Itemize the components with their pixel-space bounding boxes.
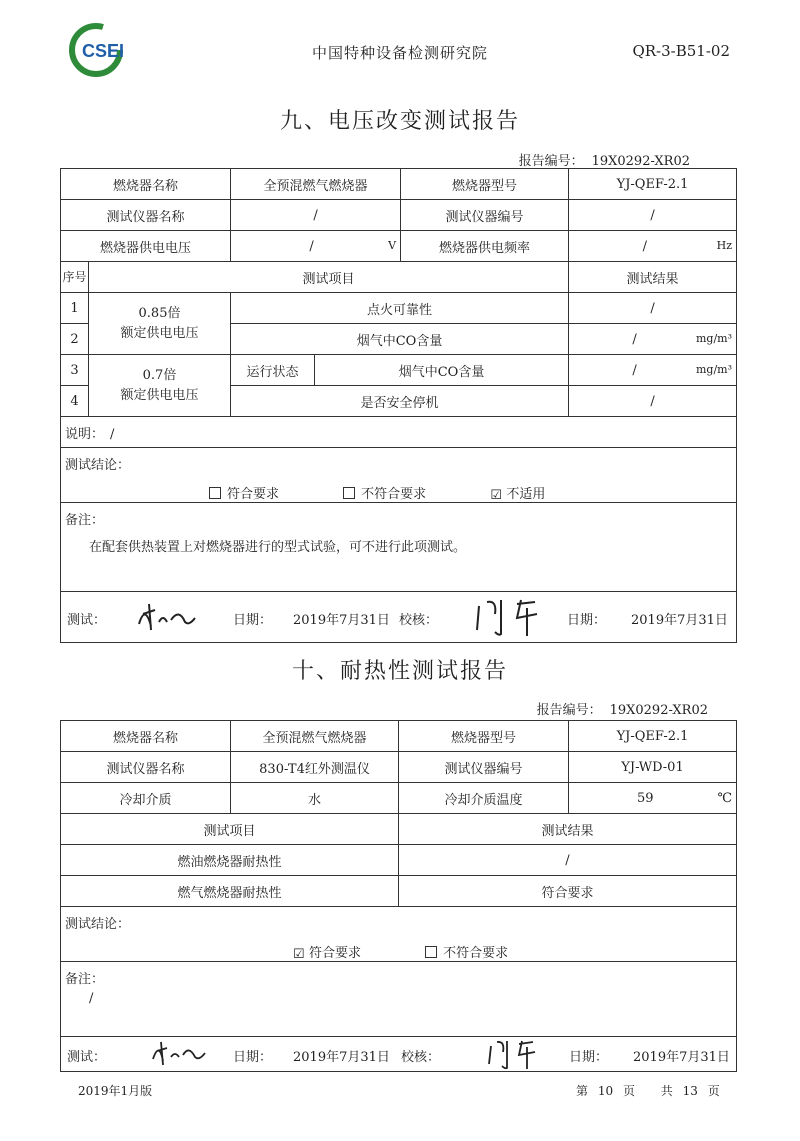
row-item: 燃气燃烧器耐热性 — [61, 876, 399, 907]
row-item: 是否安全停机 — [231, 386, 569, 417]
tester-signature-icon — [133, 600, 203, 640]
row-no: 2 — [61, 324, 89, 355]
row-result: / — [399, 845, 737, 876]
seq-header: 序号 — [61, 262, 89, 293]
instrument-name-label: 测试仪器名称 — [61, 752, 231, 783]
instrument-no-label: 测试仪器编号 — [401, 200, 569, 231]
checked-box-icon: ☑ — [490, 488, 502, 503]
signature-row: 测试： 日期： 2019年7月31日 校核： 日期： 2019年7月31日 — [61, 1037, 737, 1072]
supply-voltage-label: 燃烧器供电电压 — [61, 231, 231, 262]
organization-name: 中国特种设备检测研究院 — [311, 44, 488, 62]
item-header: 测试项目 — [61, 814, 399, 845]
note-row: 说明： / — [61, 417, 737, 448]
burner-model-label: 燃烧器型号 — [401, 169, 569, 200]
burner-name-value: 全预混燃气燃烧器 — [231, 721, 399, 752]
row-result: / — [569, 386, 737, 417]
row-item: 烟气中CO含量 — [315, 355, 569, 386]
heat-report-number: 报告编号： 19X0292-XR02 — [536, 703, 708, 718]
checked-box-icon: ☑ — [293, 947, 305, 962]
coolant-value: 水 — [231, 783, 399, 814]
heat-report-table — [60, 720, 737, 1072]
group-085: 0.85倍 额定供电电压 — [89, 293, 231, 355]
checkbox-icon — [425, 946, 437, 958]
remark-row: 备注： 在配套供热装置上对燃烧器进行的型式试验，可不进行此项测试。 — [61, 503, 737, 592]
checker-signature-icon — [485, 1038, 541, 1072]
row-no: 4 — [61, 386, 89, 417]
burner-name-value: 全预混燃气燃烧器 — [231, 169, 401, 200]
burner-name-label: 燃烧器名称 — [61, 169, 231, 200]
result-header: 测试结果 — [569, 262, 737, 293]
instrument-name-label: 测试仪器名称 — [61, 200, 231, 231]
instrument-no-label: 测试仪器编号 — [399, 752, 569, 783]
conclusion-row: 测试结论： ☑ 符合要求 不符合要求 — [61, 907, 737, 962]
remark-row: 备注： / — [61, 962, 737, 1037]
conclusion-row: 测试结论： 符合要求 不符合要求 ☑ 不适用 — [61, 448, 737, 503]
row-no: 1 — [61, 293, 89, 324]
supply-voltage-value: / V — [231, 231, 401, 262]
instrument-no-value: / — [569, 200, 737, 231]
burner-model-value: YJ-QEF-2.1 — [569, 721, 737, 752]
voltage-report-title: 九、电压改变测试报告 — [279, 109, 520, 134]
item-header: 测试项目 — [89, 262, 569, 293]
row-result: / mg/m³ — [569, 324, 737, 355]
svg-text:CSEI: CSEI — [82, 41, 125, 61]
checker-signature-icon — [471, 596, 551, 642]
row-result: / — [569, 293, 737, 324]
form-code: QR-3-B51-02 — [632, 42, 730, 60]
row-no: 3 — [61, 355, 89, 386]
burner-model-label: 燃烧器型号 — [399, 721, 569, 752]
voltage-report-table — [60, 168, 737, 643]
result-header: 测试结果 — [399, 814, 737, 845]
row-item: 燃油燃烧器耐热性 — [61, 845, 399, 876]
signature-row: 测试： 日期： 2019年7月31日 校核： 日期： 2019年7月31日 — [61, 592, 737, 643]
page-number: 第 10 页 共 13 页 — [576, 1084, 720, 1098]
row-result: / mg/m³ — [569, 355, 737, 386]
checkbox-icon — [209, 487, 221, 499]
row-item: 点火可靠性 — [231, 293, 569, 324]
instrument-no-value: YJ-WD-01 — [569, 752, 737, 783]
row-item: 烟气中CO含量 — [231, 324, 569, 355]
burner-name-label: 燃烧器名称 — [61, 721, 231, 752]
instrument-name-value: 830-T4红外测温仪 — [231, 752, 399, 783]
run-state-label: 运行状态 — [231, 355, 315, 386]
tester-signature-icon — [149, 1039, 209, 1071]
heat-report-title: 十、耐热性测试报告 — [291, 659, 508, 684]
row-result: 符合要求 — [399, 876, 737, 907]
coolant-temp-label: 冷却介质温度 — [399, 783, 569, 814]
group-07: 0.7倍 额定供电电压 — [89, 355, 231, 417]
checkbox-icon — [343, 487, 355, 499]
edition: 2019年1月版 — [78, 1084, 153, 1098]
coolant-temp-value: 59 ℃ — [569, 783, 737, 814]
burner-model-value: YJ-QEF-2.1 — [569, 169, 737, 200]
coolant-label: 冷却介质 — [61, 783, 231, 814]
supply-freq-label: 燃烧器供电频率 — [401, 231, 569, 262]
instrument-name-value: / — [231, 200, 401, 231]
supply-freq-value: / Hz — [569, 231, 737, 262]
voltage-report-number: 报告编号： 19X0292-XR02 — [518, 154, 690, 169]
